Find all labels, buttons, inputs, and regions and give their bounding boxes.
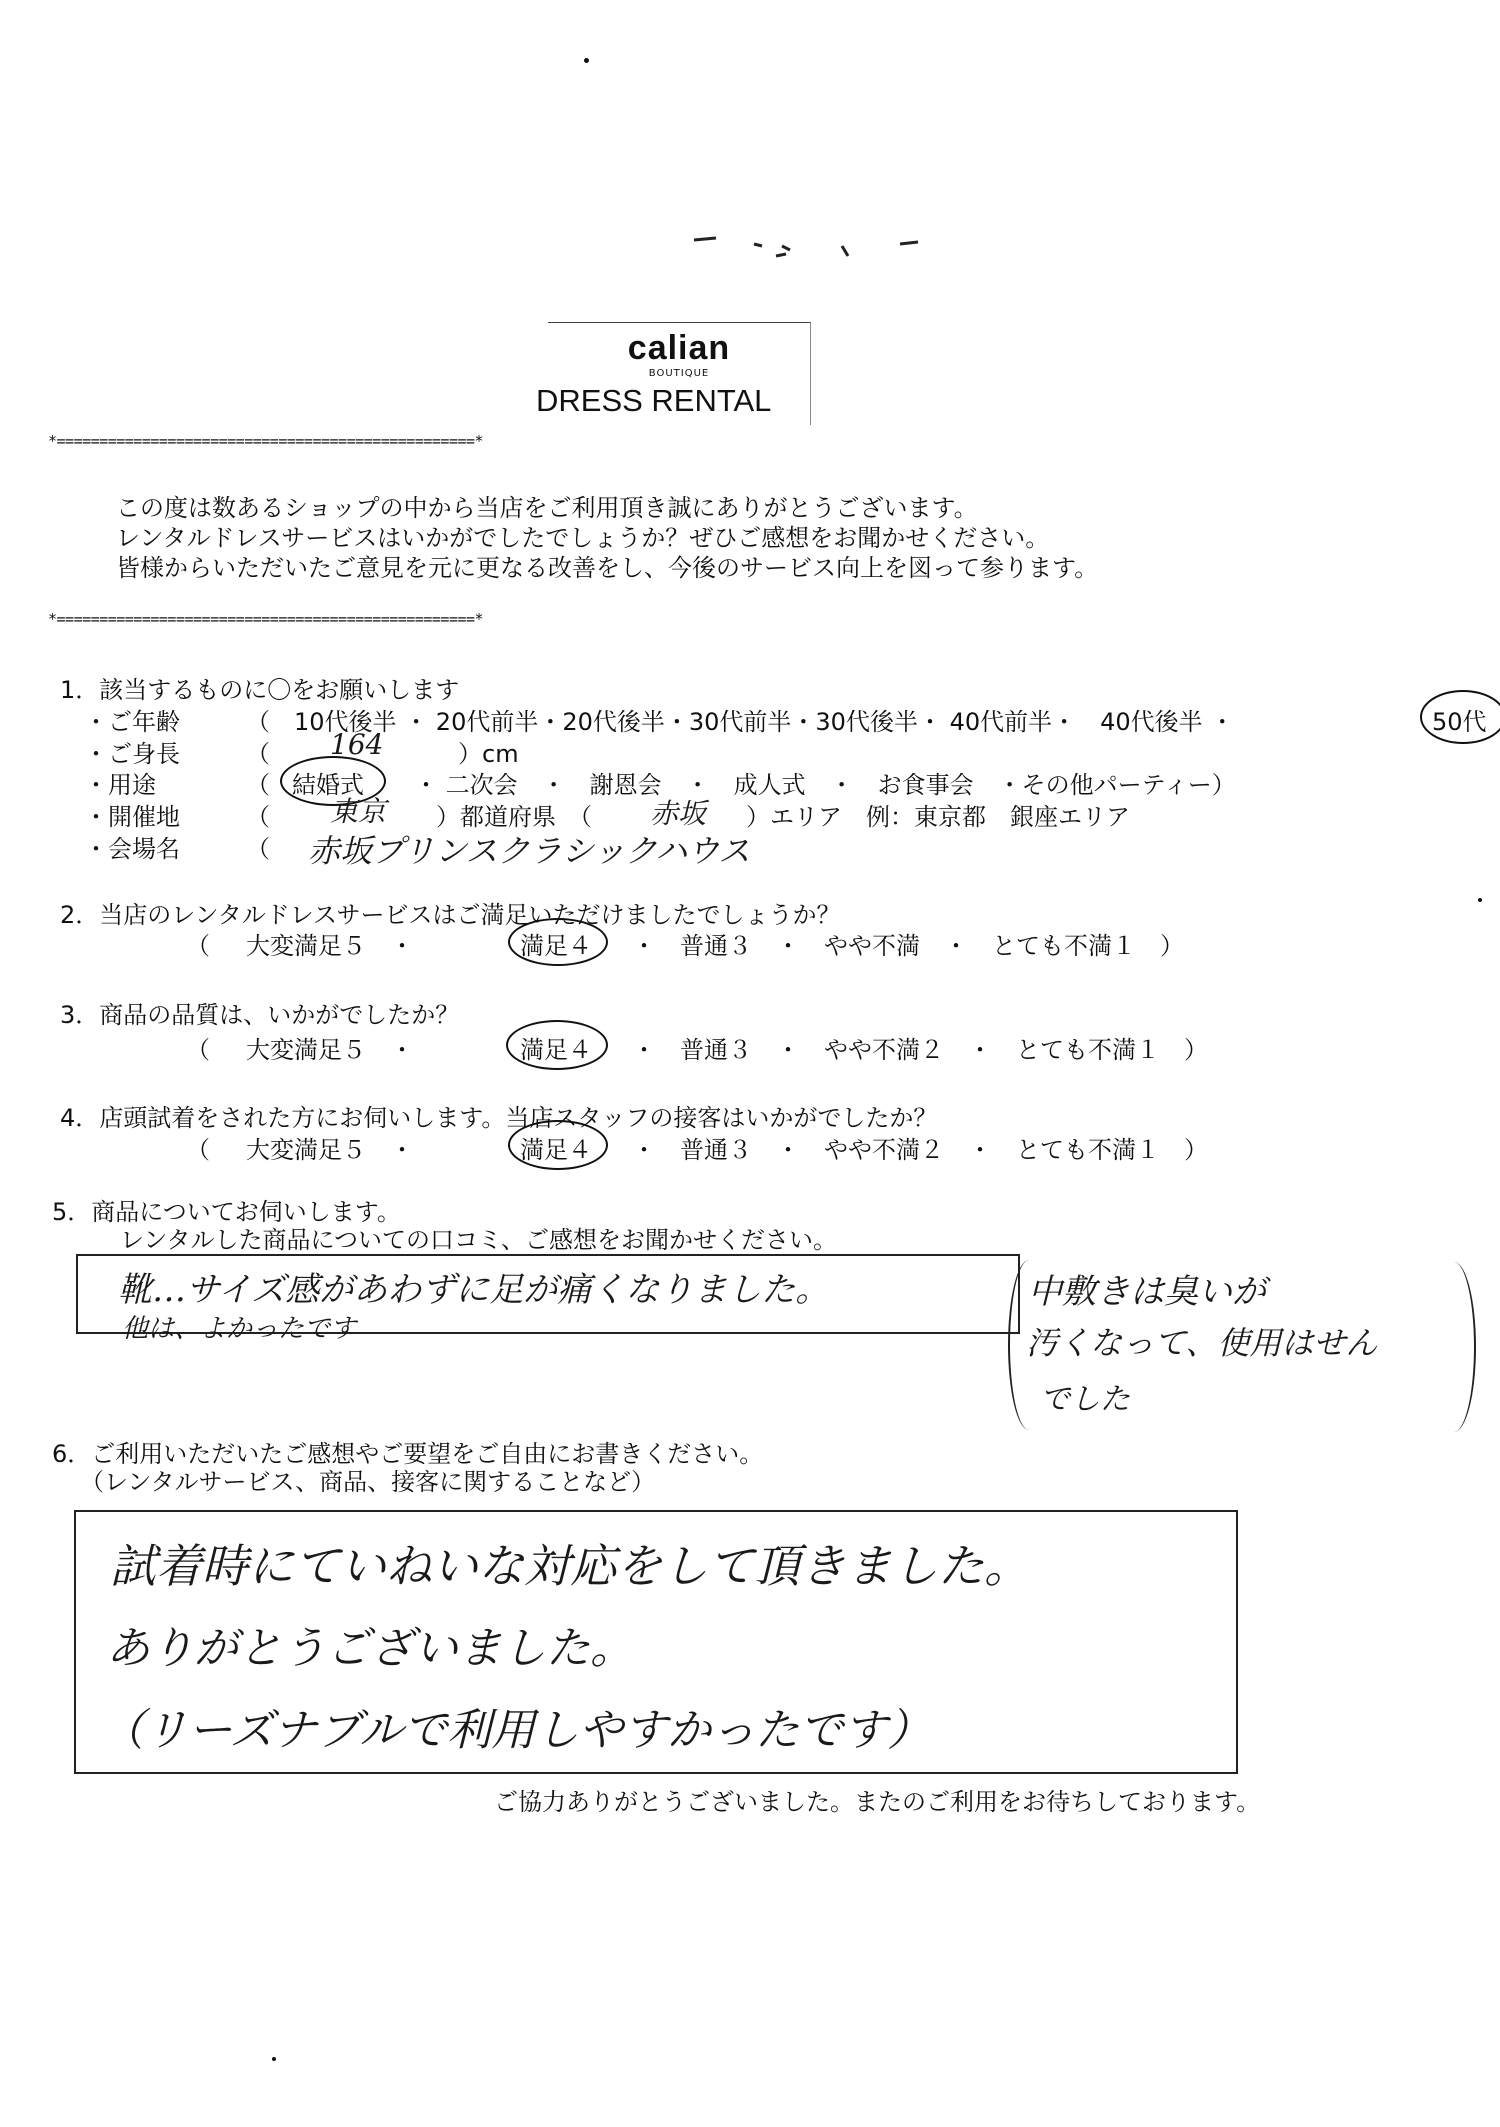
q1-venue-area-label: ・開催地 <box>84 803 180 831</box>
q3-selected: 満足４ <box>520 1036 592 1064</box>
q5-answer-line-1: 靴…サイズ感があわずに足が痛くなりました。 <box>118 1270 830 1310</box>
q1-venue-area-open: （ <box>246 803 270 831</box>
q4-selected: 満足４ <box>520 1136 592 1164</box>
closing-message: ご協力ありがとうございました。またのご利用をお待ちしております。 <box>494 1788 1261 1816</box>
q3-open: （ <box>186 1036 210 1064</box>
q1-area-suffix: ）エリア 例：東京都 銀座エリア <box>746 803 1130 831</box>
q6-answer-line-1: 試着時にていねいな対応をして頂きました。 <box>110 1539 1030 1593</box>
q5-note-line-1: 中敷きは臭いが <box>1028 1272 1266 1312</box>
q5-note-line-3: でした <box>1040 1382 1130 1417</box>
selection-circle <box>506 1020 608 1070</box>
selection-circle <box>1420 690 1500 744</box>
q2-option-5: 大変満足５ ・ <box>246 932 414 960</box>
q2-selected: 満足４ <box>520 932 592 960</box>
q1-age-label: ・ご年齢 <box>84 708 180 736</box>
q1-height-label: ・ご身長 <box>84 740 180 768</box>
q6-answer-line-2: ありがとうございました。 <box>106 1623 634 1674</box>
q1-venue-name-value: 赤坂プリンスクラシックハウス <box>308 832 751 870</box>
intro-line-2: レンタルドレスサービスはいかがでしたでしょうか？ぜひご感想をお聞かせください。 <box>116 524 1050 552</box>
q4-option-5: 大変満足５ ・ <box>246 1136 414 1164</box>
selection-circle <box>508 1120 608 1170</box>
q1-age-selected: 50代 <box>1432 708 1487 736</box>
q3-title: 3．商品の品質は、いかがでしたか？ <box>60 1001 460 1029</box>
q1-area-value: 赤坂 <box>650 797 707 830</box>
q1-age-options: （ 10代後半 ・ 20代前半・20代後半・30代前半・30代後半・ 40代前半・ 40代後半 ・ <box>246 708 1235 736</box>
q5-note-bracket-right <box>1432 1262 1476 1432</box>
logo-brand: calian <box>627 329 731 367</box>
intro-line-1: この度は数あるショップの中から当店をご利用頂き誠にありがとうございます。 <box>116 494 978 522</box>
q4-rest: ・ 普通３ ・ やや不満２ ・ とても不満１ ） <box>632 1136 1208 1164</box>
q1-height-value: 164 <box>330 728 384 761</box>
scan-marks <box>690 220 1010 280</box>
logo <box>536 322 811 425</box>
scan-speck <box>272 2057 276 2061</box>
q2-title: 2．当店のレンタルドレスサービスはご満足いただけましたでしょうか？ <box>60 901 841 929</box>
divider-bottom: *=================================================* <box>48 610 484 628</box>
q3-option-5: 大変満足５ ・ <box>246 1036 414 1064</box>
q1-usage-label: ・用途 <box>84 771 156 799</box>
intro-line-3: 皆様からいただいたご意見を元に更なる改善をし、今後のサービス向上を図って参ります。 <box>116 554 1099 582</box>
q1-title: 1．該当するものに〇をお願いします <box>60 676 460 704</box>
q2-open: （ <box>186 932 210 960</box>
divider-top: *=================================================* <box>48 432 484 450</box>
q6-title: 6．ご利用いただいたご感想やご要望をご自由にお書きください。 <box>52 1440 764 1468</box>
q1-height-open: （ <box>246 740 270 768</box>
logo-main: DRESS RENTAL <box>536 383 772 418</box>
selection-circle <box>508 918 608 966</box>
scan-speck <box>584 58 589 63</box>
q1-usage-open: （ <box>246 771 270 799</box>
q1-venue-name-open: （ <box>246 835 270 863</box>
q1-usage-selected: 結婚式 <box>292 771 364 799</box>
q1-pref-suffix: ）都道府県 （ <box>436 803 592 831</box>
logo-sub: BOUTIQUE <box>648 368 710 379</box>
q5-note-line-2: 汚くなって、使用はせん <box>1026 1324 1378 1362</box>
q5-title: 5．商品についてお伺いします。 <box>52 1198 401 1226</box>
q1-venue-name-label: ・会場名 <box>84 835 180 863</box>
scan-speck <box>1478 898 1482 902</box>
q5-subtitle: レンタルした商品についての口コミ、ご感想をお聞かせください。 <box>120 1226 837 1254</box>
q6-answer-line-3: （リーズナブルで利用しやすかったです） <box>100 1705 932 1756</box>
q3-rest: ・ 普通３ ・ やや不満２ ・ とても不満１ ） <box>632 1036 1208 1064</box>
q2-rest: ・ 普通３ ・ やや不満 ・ とても不満１ ） <box>632 932 1184 960</box>
q1-usage-options: ・ 二次会 ・ 謝恩会 ・ 成人式 ・ お食事会 ・その他パーティー） <box>414 771 1236 799</box>
q4-title: 4．店頭試着をされた方にお伺いします。当店スタッフの接客はいかがでしたか？ <box>60 1104 938 1132</box>
q4-open: （ <box>186 1136 210 1164</box>
q5-answer-line-2: 他は、よかったです <box>122 1314 357 1344</box>
q1-height-unit: ）cm <box>458 740 519 768</box>
q1-pref-value: 東京 <box>330 795 387 828</box>
q6-subtitle: （レンタルサービス、商品、接客に関することなど） <box>80 1468 656 1496</box>
